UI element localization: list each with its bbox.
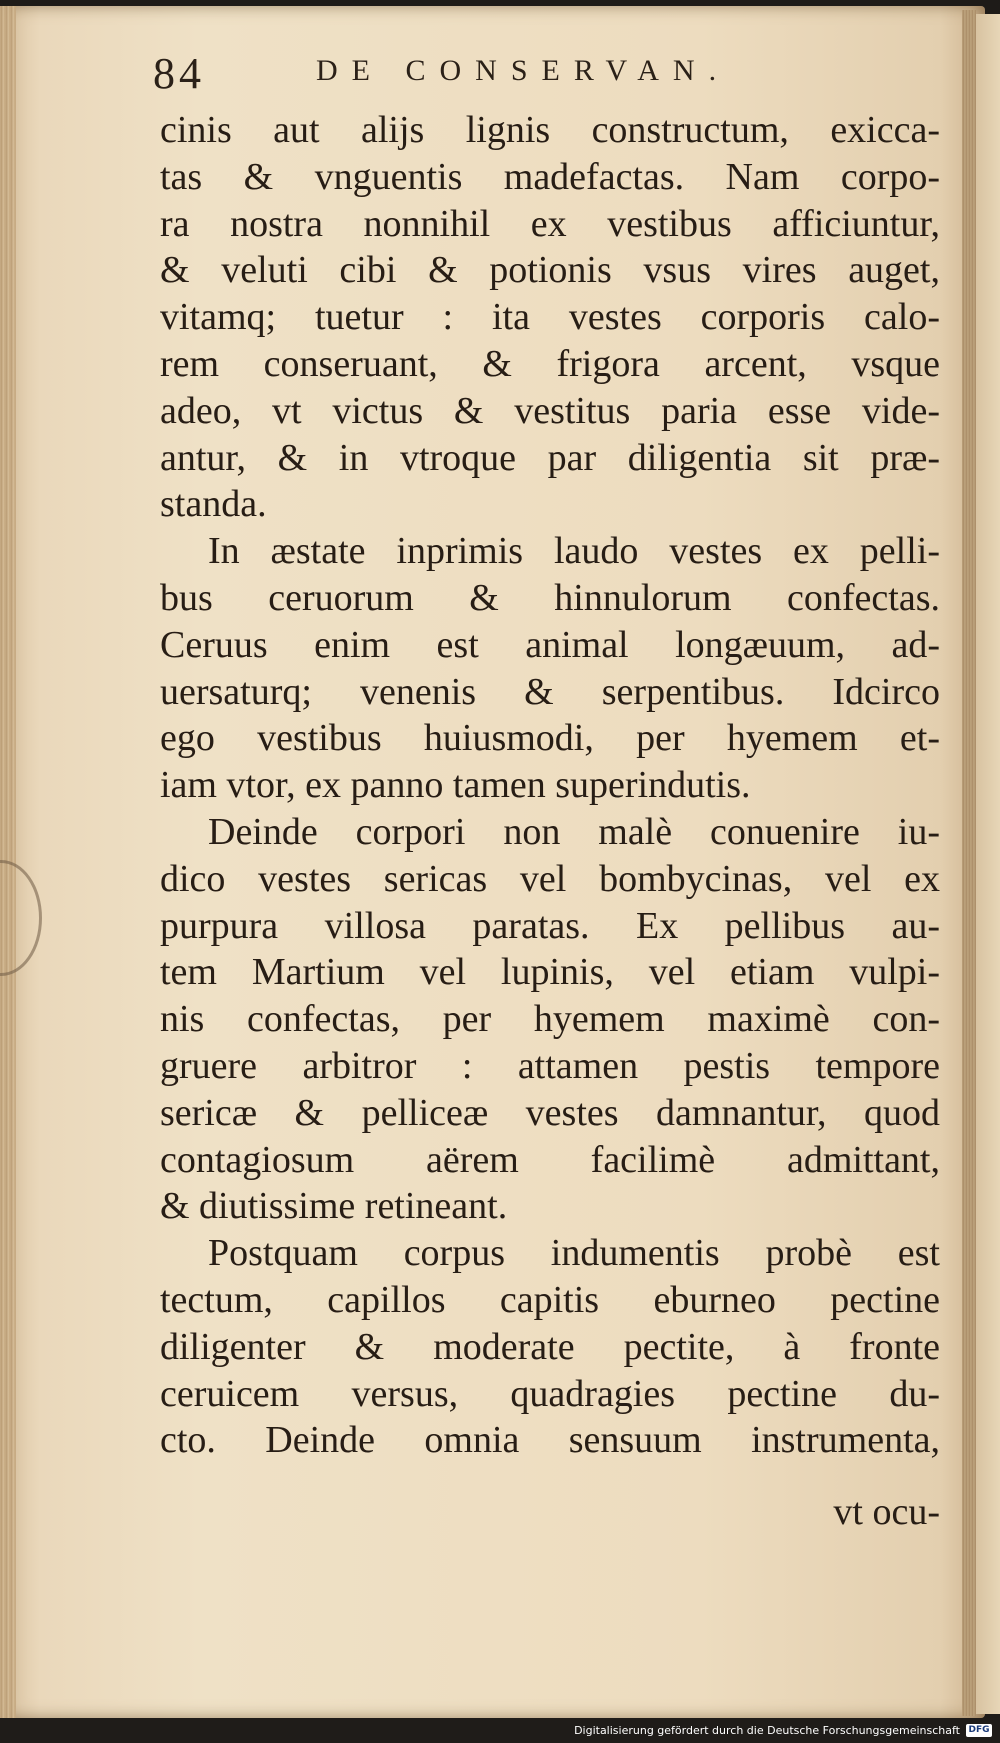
text-line: tem Martium vel lupinis, vel etiam vulpi- — [160, 951, 940, 994]
page-edge-right — [962, 10, 976, 1716]
paragraph — [160, 1230, 940, 1464]
text-line: standa. — [160, 483, 267, 526]
text-line: tectum, capillos capitis eburneo pectine — [160, 1278, 940, 1321]
text-line: iam vtor, ex panno tamen superindutis. — [160, 764, 751, 807]
text-line: sericæ & pelliceæ vestes damnantur, quod — [160, 1091, 940, 1134]
digitization-credit: Digitalisierung gefördert durch die Deutsche Forschungsgemeinschaft — [574, 1724, 960, 1737]
paragraph — [160, 809, 940, 1230]
text-line: Ceruus enim est animal longæuum, ad- — [160, 623, 940, 666]
text-line: rem conseruant, & frigora arcent, vsque — [160, 342, 940, 385]
text-line: Deinde corpori non malè conuenire iu- — [208, 810, 940, 853]
dfg-logo: DFG — [966, 1724, 992, 1737]
text-line: Postquam corpus indumentis probè est — [208, 1232, 940, 1275]
text-line: adeo, vt victus & vestitus paria esse vide- — [160, 389, 940, 432]
text-line: bus ceruorum & hinnulorum confectas. — [160, 576, 940, 619]
text-line: nis confectas, per hyemem maximè con- — [160, 998, 940, 1041]
text-line: gruere arbitror : attamen pestis tempore — [160, 1044, 940, 1087]
text-line: tas & vnguentis madefactas. Nam corpo- — [160, 155, 940, 198]
text-line: ego vestibus huiusmodi, per hyemem et- — [160, 717, 940, 760]
text-line: contagiosum aërem facilimè admittant, — [160, 1138, 940, 1181]
page-number: 84 — [153, 49, 205, 98]
paragraph — [160, 528, 940, 809]
text-line: & diutissime retineant. — [160, 1185, 508, 1228]
text-line: uersaturq; venenis & serpentibus. Idcirco — [160, 670, 940, 713]
text-line: antur, & in vtroque par diligentia sit præ- — [160, 436, 940, 479]
text-line: dico vestes sericas vel bombycinas, vel ex — [160, 857, 940, 900]
running-head: DE CONSERVAN. — [316, 54, 731, 87]
catchword: vt ocu- — [833, 1491, 940, 1533]
text-line: purpura villosa paratas. Ex pellibus au- — [160, 904, 940, 947]
paragraph — [160, 107, 940, 528]
text-line: vitamq; tuetur : ita vestes corporis calo- — [160, 296, 940, 339]
text-line: ceruicem versus, quadragies pectine du- — [160, 1372, 940, 1415]
text-line: cto. Deinde omnia sensuum instrumenta, — [160, 1419, 940, 1462]
text-line: diligenter & moderate pectite, à fronte — [160, 1325, 940, 1368]
text-line: & veluti cibi & potionis vsus vires auget, — [160, 249, 940, 292]
text-line: ra nostra nonnihil ex vestibus afficiuntur, — [160, 202, 940, 245]
facing-page-strip — [976, 14, 1000, 1714]
text-line: In æstate inprimis laudo vestes ex pelli- — [208, 530, 940, 573]
body-text — [160, 107, 940, 1464]
text-line: cinis aut alijs lignis constructum, exicca- — [160, 109, 940, 151]
